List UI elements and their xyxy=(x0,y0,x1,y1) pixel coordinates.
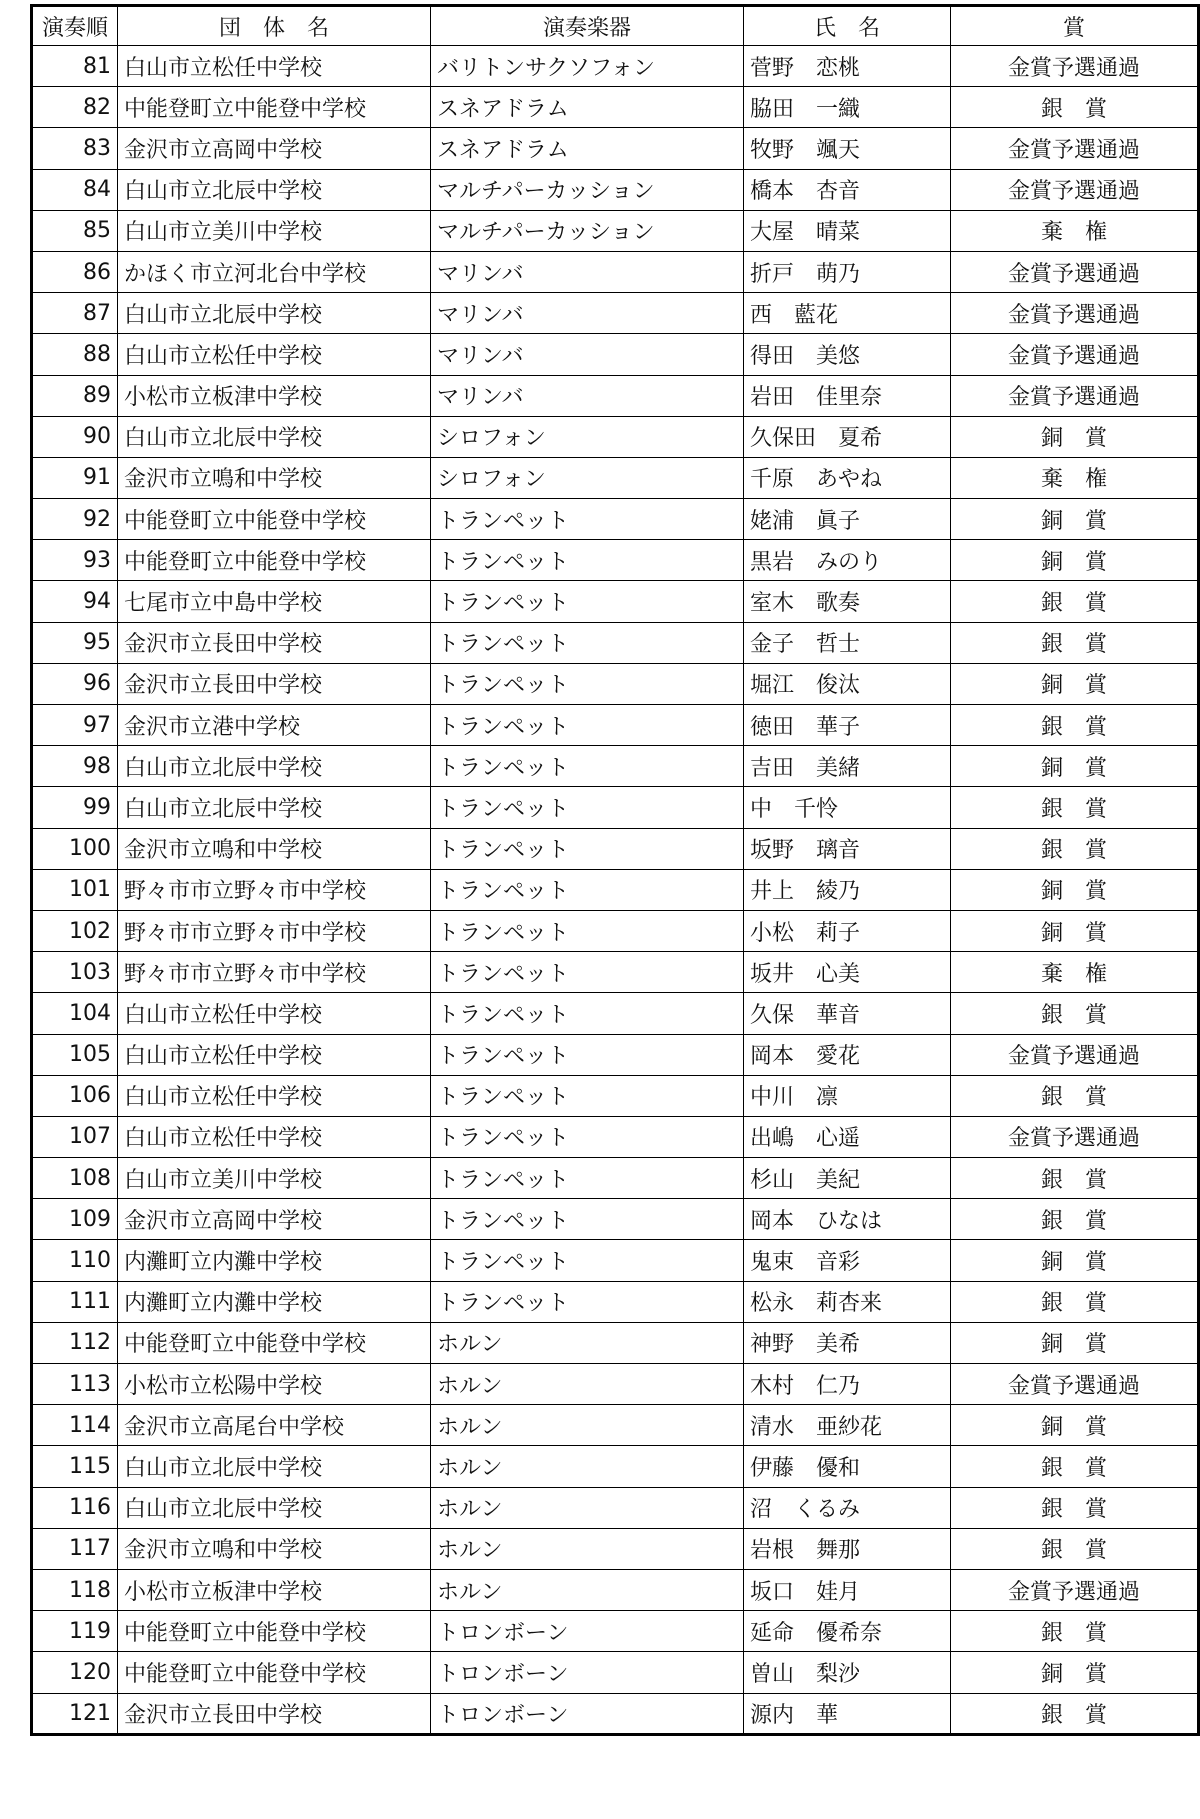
cell-order: 86 xyxy=(32,251,118,292)
table-row xyxy=(32,622,1199,663)
cell-instrument: トランペット xyxy=(431,746,744,787)
cell-name: 曽山 梨沙 xyxy=(744,1652,951,1693)
cell-school: 金沢市立高岡中学校 xyxy=(118,1199,431,1240)
cell-instrument: マリンバ xyxy=(431,251,744,292)
cell-instrument: トランペット xyxy=(431,581,744,622)
cell-name: 大屋 晴菜 xyxy=(744,210,951,251)
table-row xyxy=(32,1487,1199,1528)
cell-name: 沼 くるみ xyxy=(744,1487,951,1528)
table-row xyxy=(32,663,1199,704)
cell-name: 岡本 愛花 xyxy=(744,1034,951,1075)
cell-name: 姥浦 眞子 xyxy=(744,499,951,540)
cell-order: 84 xyxy=(32,169,118,210)
cell-order: 107 xyxy=(32,1116,118,1157)
cell-award: 銀 賞 xyxy=(951,993,1199,1034)
cell-order: 102 xyxy=(32,910,118,951)
cell-school: 金沢市立鳴和中学校 xyxy=(118,1528,431,1569)
table-row xyxy=(32,1322,1199,1363)
cell-order: 98 xyxy=(32,746,118,787)
cell-instrument: バリトンサクソフォン xyxy=(431,46,744,87)
cell-name: 金子 哲士 xyxy=(744,622,951,663)
cell-order: 120 xyxy=(32,1652,118,1693)
cell-award: 銀 賞 xyxy=(951,1281,1199,1322)
cell-order: 111 xyxy=(32,1281,118,1322)
table-row xyxy=(32,952,1199,993)
cell-school: 白山市立松任中学校 xyxy=(118,46,431,87)
cell-school: 小松市立板津中学校 xyxy=(118,375,431,416)
cell-instrument: トランペット xyxy=(431,1075,744,1116)
cell-order: 91 xyxy=(32,457,118,498)
table-row xyxy=(32,1693,1199,1734)
cell-award: 金賞予選通過 xyxy=(951,1116,1199,1157)
cell-instrument: トランペット xyxy=(431,828,744,869)
cell-school: 金沢市立高尾台中学校 xyxy=(118,1405,431,1446)
cell-school: 白山市立北辰中学校 xyxy=(118,1487,431,1528)
cell-name: 延命 優希奈 xyxy=(744,1611,951,1652)
cell-school: 白山市立美川中学校 xyxy=(118,1158,431,1199)
cell-school: 内灘町立内灘中学校 xyxy=(118,1240,431,1281)
cell-name: 脇田 一織 xyxy=(744,87,951,128)
table-row xyxy=(32,1528,1199,1569)
cell-instrument: トロンボーン xyxy=(431,1652,744,1693)
cell-award: 銀 賞 xyxy=(951,87,1199,128)
table-row xyxy=(32,1652,1199,1693)
cell-instrument: マリンバ xyxy=(431,293,744,334)
cell-order: 81 xyxy=(32,46,118,87)
cell-instrument: トランペット xyxy=(431,1158,744,1199)
cell-award: 銀 賞 xyxy=(951,622,1199,663)
cell-name: 橋本 杏音 xyxy=(744,169,951,210)
table-row xyxy=(32,1199,1199,1240)
cell-school: 中能登町立中能登中学校 xyxy=(118,87,431,128)
table-row xyxy=(32,581,1199,622)
cell-school: 中能登町立中能登中学校 xyxy=(118,499,431,540)
cell-school: 小松市立板津中学校 xyxy=(118,1569,431,1610)
table-row xyxy=(32,1569,1199,1610)
cell-award: 銅 賞 xyxy=(951,910,1199,951)
cell-name: 吉田 美緒 xyxy=(744,746,951,787)
table-row xyxy=(32,1240,1199,1281)
cell-instrument: トランペット xyxy=(431,910,744,951)
cell-instrument: シロフォン xyxy=(431,457,744,498)
cell-order: 96 xyxy=(32,663,118,704)
cell-order: 121 xyxy=(32,1693,118,1734)
cell-school: 金沢市立長田中学校 xyxy=(118,1693,431,1734)
table-row xyxy=(32,87,1199,128)
cell-name: 木村 仁乃 xyxy=(744,1364,951,1405)
cell-award: 銀 賞 xyxy=(951,1075,1199,1116)
cell-award: 銀 賞 xyxy=(951,828,1199,869)
cell-award: 銀 賞 xyxy=(951,1693,1199,1734)
cell-order: 105 xyxy=(32,1034,118,1075)
cell-instrument: トランペット xyxy=(431,787,744,828)
cell-school: かほく市立河北台中学校 xyxy=(118,251,431,292)
cell-name: 中 千怜 xyxy=(744,787,951,828)
cell-name: 黒岩 みのり xyxy=(744,540,951,581)
cell-award: 銀 賞 xyxy=(951,1528,1199,1569)
cell-name: 井上 綾乃 xyxy=(744,869,951,910)
cell-order: 117 xyxy=(32,1528,118,1569)
cell-order: 109 xyxy=(32,1199,118,1240)
header-name: 氏 名 xyxy=(744,6,951,46)
cell-order: 114 xyxy=(32,1405,118,1446)
table-row xyxy=(32,705,1199,746)
cell-name: 堀江 俊汰 xyxy=(744,663,951,704)
cell-school: 金沢市立港中学校 xyxy=(118,705,431,746)
cell-instrument: ホルン xyxy=(431,1487,744,1528)
cell-name: 千原 あやね xyxy=(744,457,951,498)
cell-school: 金沢市立長田中学校 xyxy=(118,622,431,663)
table-row xyxy=(32,869,1199,910)
cell-order: 92 xyxy=(32,499,118,540)
cell-school: 金沢市立長田中学校 xyxy=(118,663,431,704)
cell-school: 白山市立北辰中学校 xyxy=(118,1446,431,1487)
cell-award: 銅 賞 xyxy=(951,746,1199,787)
cell-award: 金賞予選通過 xyxy=(951,375,1199,416)
table-row xyxy=(32,746,1199,787)
cell-school: 小松市立松陽中学校 xyxy=(118,1364,431,1405)
cell-name: 得田 美悠 xyxy=(744,334,951,375)
cell-instrument: マリンバ xyxy=(431,375,744,416)
cell-instrument: トランペット xyxy=(431,1199,744,1240)
cell-award: 銀 賞 xyxy=(951,1487,1199,1528)
cell-order: 88 xyxy=(32,334,118,375)
cell-school: 白山市立松任中学校 xyxy=(118,1034,431,1075)
cell-award: 銀 賞 xyxy=(951,1611,1199,1652)
cell-school: 金沢市立鳴和中学校 xyxy=(118,828,431,869)
cell-award: 棄 権 xyxy=(951,457,1199,498)
cell-school: 白山市立松任中学校 xyxy=(118,334,431,375)
cell-instrument: マリンバ xyxy=(431,334,744,375)
table-row xyxy=(32,1405,1199,1446)
cell-award: 棄 権 xyxy=(951,210,1199,251)
cell-school: 白山市立松任中学校 xyxy=(118,1075,431,1116)
cell-school: 中能登町立中能登中学校 xyxy=(118,1611,431,1652)
cell-instrument: シロフォン xyxy=(431,416,744,457)
cell-school: 中能登町立中能登中学校 xyxy=(118,540,431,581)
cell-order: 93 xyxy=(32,540,118,581)
cell-school: 白山市立北辰中学校 xyxy=(118,416,431,457)
table-row xyxy=(32,1158,1199,1199)
header-award: 賞 xyxy=(951,6,1199,46)
table-row xyxy=(32,457,1199,498)
table-row xyxy=(32,993,1199,1034)
header-instrument: 演奏楽器 xyxy=(431,6,744,46)
table-row xyxy=(32,375,1199,416)
cell-order: 101 xyxy=(32,869,118,910)
cell-name: 源内 華 xyxy=(744,1693,951,1734)
cell-instrument: スネアドラム xyxy=(431,128,744,169)
table-row xyxy=(32,334,1199,375)
cell-order: 83 xyxy=(32,128,118,169)
cell-order: 85 xyxy=(32,210,118,251)
cell-instrument: トロンボーン xyxy=(431,1611,744,1652)
table-row xyxy=(32,251,1199,292)
cell-instrument: トランペット xyxy=(431,1116,744,1157)
cell-school: 白山市立北辰中学校 xyxy=(118,787,431,828)
cell-instrument: ホルン xyxy=(431,1528,744,1569)
cell-name: 鬼束 音彩 xyxy=(744,1240,951,1281)
table-row xyxy=(32,1034,1199,1075)
cell-school: 金沢市立高岡中学校 xyxy=(118,128,431,169)
table-row xyxy=(32,1116,1199,1157)
cell-school: 野々市市立野々市中学校 xyxy=(118,952,431,993)
cell-order: 118 xyxy=(32,1569,118,1610)
cell-name: 岩根 舞那 xyxy=(744,1528,951,1569)
cell-instrument: トランペット xyxy=(431,540,744,581)
cell-award: 金賞予選通過 xyxy=(951,1034,1199,1075)
cell-school: 内灘町立内灘中学校 xyxy=(118,1281,431,1322)
cell-school: 金沢市立鳴和中学校 xyxy=(118,457,431,498)
cell-order: 106 xyxy=(32,1075,118,1116)
cell-award: 金賞予選通過 xyxy=(951,169,1199,210)
table-row xyxy=(32,46,1199,87)
cell-school: 白山市立北辰中学校 xyxy=(118,746,431,787)
header-order: 演奏順 xyxy=(32,6,118,46)
cell-instrument: ホルン xyxy=(431,1405,744,1446)
table-row xyxy=(32,540,1199,581)
cell-instrument: トランペット xyxy=(431,1034,744,1075)
cell-instrument: トランペット xyxy=(431,663,744,704)
cell-instrument: トランペット xyxy=(431,1281,744,1322)
cell-name: 折戸 萌乃 xyxy=(744,251,951,292)
cell-order: 89 xyxy=(32,375,118,416)
cell-award: 金賞予選通過 xyxy=(951,128,1199,169)
cell-instrument: トランペット xyxy=(431,705,744,746)
cell-instrument: マルチパーカッション xyxy=(431,210,744,251)
cell-instrument: スネアドラム xyxy=(431,87,744,128)
cell-award: 金賞予選通過 xyxy=(951,1569,1199,1610)
table-row xyxy=(32,828,1199,869)
cell-award: 銅 賞 xyxy=(951,540,1199,581)
cell-order: 99 xyxy=(32,787,118,828)
cell-name: 室木 歌奏 xyxy=(744,581,951,622)
cell-award: 銅 賞 xyxy=(951,1652,1199,1693)
cell-instrument: ホルン xyxy=(431,1446,744,1487)
cell-instrument: マルチパーカッション xyxy=(431,169,744,210)
cell-name: 岩田 佳里奈 xyxy=(744,375,951,416)
cell-name: 岡本 ひなは xyxy=(744,1199,951,1240)
cell-name: 坂井 心美 xyxy=(744,952,951,993)
cell-name: 久保 華音 xyxy=(744,993,951,1034)
table-row xyxy=(32,128,1199,169)
cell-award: 金賞予選通過 xyxy=(951,46,1199,87)
cell-name: 坂口 娃月 xyxy=(744,1569,951,1610)
cell-award: 銅 賞 xyxy=(951,1240,1199,1281)
cell-award: 金賞予選通過 xyxy=(951,334,1199,375)
cell-order: 94 xyxy=(32,581,118,622)
cell-award: 金賞予選通過 xyxy=(951,251,1199,292)
cell-school: 中能登町立中能登中学校 xyxy=(118,1322,431,1363)
cell-award: 金賞予選通過 xyxy=(951,293,1199,334)
cell-award: 銀 賞 xyxy=(951,705,1199,746)
cell-order: 90 xyxy=(32,416,118,457)
cell-school: 白山市立松任中学校 xyxy=(118,993,431,1034)
cell-instrument: ホルン xyxy=(431,1364,744,1405)
header-row xyxy=(32,6,1199,46)
cell-order: 97 xyxy=(32,705,118,746)
table-header xyxy=(32,6,1199,46)
cell-instrument: トランペット xyxy=(431,499,744,540)
cell-school: 中能登町立中能登中学校 xyxy=(118,1652,431,1693)
table-row xyxy=(32,1075,1199,1116)
cell-name: 松永 莉杏来 xyxy=(744,1281,951,1322)
cell-school: 野々市市立野々市中学校 xyxy=(118,910,431,951)
cell-order: 112 xyxy=(32,1322,118,1363)
cell-school: 野々市市立野々市中学校 xyxy=(118,869,431,910)
cell-instrument: ホルン xyxy=(431,1569,744,1610)
cell-order: 110 xyxy=(32,1240,118,1281)
cell-name: 徳田 華子 xyxy=(744,705,951,746)
cell-award: 棄 権 xyxy=(951,952,1199,993)
cell-school: 白山市立松任中学校 xyxy=(118,1116,431,1157)
cell-school: 白山市立北辰中学校 xyxy=(118,169,431,210)
cell-order: 115 xyxy=(32,1446,118,1487)
cell-name: 小松 莉子 xyxy=(744,910,951,951)
cell-name: 出嶋 心遥 xyxy=(744,1116,951,1157)
cell-instrument: トランペット xyxy=(431,869,744,910)
cell-name: 中川 凛 xyxy=(744,1075,951,1116)
results-table xyxy=(30,4,1200,1736)
cell-name: 伊藤 優和 xyxy=(744,1446,951,1487)
cell-order: 119 xyxy=(32,1611,118,1652)
table-row xyxy=(32,416,1199,457)
cell-instrument: トランペット xyxy=(431,622,744,663)
table-row xyxy=(32,499,1199,540)
cell-order: 100 xyxy=(32,828,118,869)
header-school: 団 体 名 xyxy=(118,6,431,46)
cell-award: 銀 賞 xyxy=(951,1446,1199,1487)
cell-award: 銅 賞 xyxy=(951,416,1199,457)
cell-award: 銀 賞 xyxy=(951,581,1199,622)
cell-order: 116 xyxy=(32,1487,118,1528)
table-row xyxy=(32,210,1199,251)
cell-instrument: トランペット xyxy=(431,952,744,993)
cell-instrument: トロンボーン xyxy=(431,1693,744,1734)
cell-award: 銅 賞 xyxy=(951,869,1199,910)
cell-order: 87 xyxy=(32,293,118,334)
table-row xyxy=(32,1281,1199,1322)
cell-order: 82 xyxy=(32,87,118,128)
cell-award: 銅 賞 xyxy=(951,663,1199,704)
cell-name: 清水 亜紗花 xyxy=(744,1405,951,1446)
cell-name: 牧野 颯天 xyxy=(744,128,951,169)
cell-school: 七尾市立中島中学校 xyxy=(118,581,431,622)
table-row xyxy=(32,169,1199,210)
table-row xyxy=(32,293,1199,334)
cell-order: 104 xyxy=(32,993,118,1034)
cell-school: 白山市立北辰中学校 xyxy=(118,293,431,334)
cell-award: 銅 賞 xyxy=(951,499,1199,540)
cell-award: 銅 賞 xyxy=(951,1405,1199,1446)
cell-name: 久保田 夏希 xyxy=(744,416,951,457)
cell-name: 杉山 美紀 xyxy=(744,1158,951,1199)
cell-name: 菅野 恋桃 xyxy=(744,46,951,87)
cell-instrument: トランペット xyxy=(431,1240,744,1281)
cell-order: 95 xyxy=(32,622,118,663)
table-row xyxy=(32,1364,1199,1405)
cell-award: 銀 賞 xyxy=(951,787,1199,828)
cell-award: 銅 賞 xyxy=(951,1322,1199,1363)
cell-instrument: ホルン xyxy=(431,1322,744,1363)
cell-name: 神野 美希 xyxy=(744,1322,951,1363)
cell-instrument: トランペット xyxy=(431,993,744,1034)
table-row xyxy=(32,1611,1199,1652)
table-body xyxy=(32,46,1199,1735)
cell-name: 坂野 璃音 xyxy=(744,828,951,869)
table-row xyxy=(32,1446,1199,1487)
cell-order: 103 xyxy=(32,952,118,993)
cell-order: 113 xyxy=(32,1364,118,1405)
cell-award: 金賞予選通過 xyxy=(951,1364,1199,1405)
table-row xyxy=(32,787,1199,828)
cell-name: 西 藍花 xyxy=(744,293,951,334)
cell-award: 銀 賞 xyxy=(951,1158,1199,1199)
cell-school: 白山市立美川中学校 xyxy=(118,210,431,251)
table-row xyxy=(32,910,1199,951)
cell-order: 108 xyxy=(32,1158,118,1199)
cell-award: 銀 賞 xyxy=(951,1199,1199,1240)
